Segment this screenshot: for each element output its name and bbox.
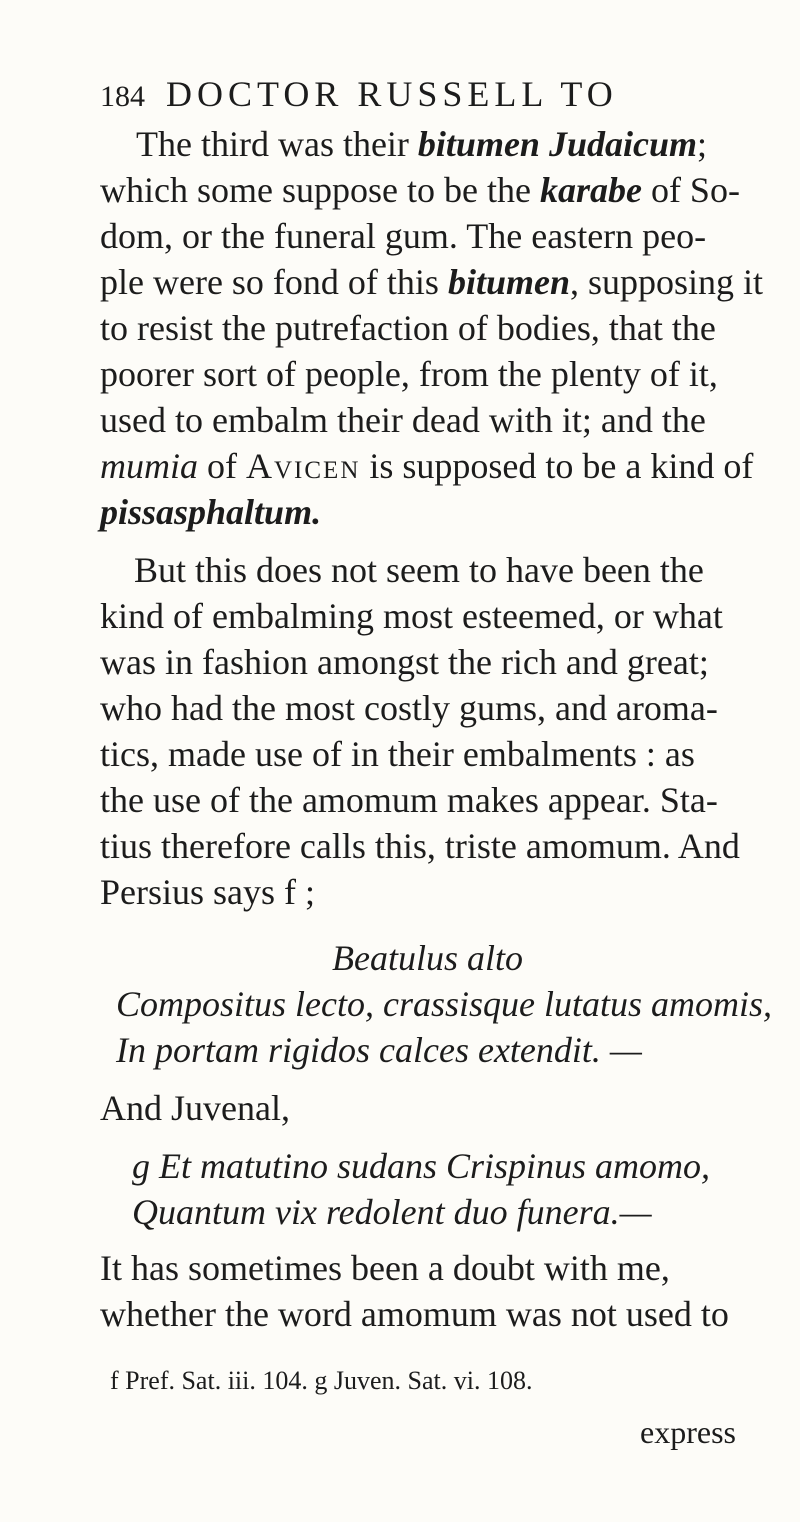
text-line: who had the most costly gums, and aroma- (100, 688, 718, 728)
text-line: poorer sort of people, from the plenty of it, (100, 354, 718, 394)
text-line: whether the word amomum was not used to (100, 1294, 729, 1334)
text-line: used to embalm their dead with it; and the (100, 400, 706, 440)
verse-line: In portam rigidos calces extendit. — (116, 1030, 642, 1070)
text-line: pissasphaltum. (100, 492, 322, 532)
text-line: It has sometimes been a doubt with me, (100, 1248, 670, 1288)
running-header (100, 72, 618, 119)
text-line: ple were so fond of this bitumen, supposing it (100, 262, 763, 302)
verse-line: g Et matutino sudans Crispinus amomo, (132, 1146, 711, 1186)
verse-line: Beatulus alto (332, 938, 523, 978)
verse-line: Quantum vix redolent duo funera.— (132, 1192, 652, 1232)
text-line: the use of the amomum makes appear. Sta- (100, 780, 718, 820)
text-line: And Juvenal, (100, 1088, 290, 1128)
text-line: tics, made use of in their embalments : as (100, 734, 695, 774)
text-line: which some suppose to be the karabe of So- (100, 170, 740, 210)
text-line: tius therefore calls this, triste amomum. And (100, 826, 740, 866)
text-line: The third was their bitumen Judaicum; (136, 124, 707, 164)
footnotes: f Pref. Sat. iii. 104. g Juven. Sat. vi. 108. (110, 1366, 533, 1395)
running-title: DOCTOR RUSSELL TO (166, 74, 618, 114)
text-line: mumia of Avicen is supposed to be a kind of (100, 446, 754, 486)
text-line: dom, or the funeral gum. The eastern peo- (100, 216, 707, 256)
text-line: to resist the putrefaction of bodies, that the (100, 308, 716, 348)
text-line: kind of embalming most esteemed, or what (100, 596, 723, 636)
text-line: But this does not seem to have been the (134, 550, 704, 590)
verse-line: Compositus lecto, crassisque lutatus amomis, (116, 984, 773, 1024)
page-number: 184 (100, 80, 145, 113)
catchword: express (640, 1414, 736, 1450)
text-line: Persius says f ; (100, 872, 315, 912)
text-line: was in fashion amongst the rich and great; (100, 642, 709, 682)
